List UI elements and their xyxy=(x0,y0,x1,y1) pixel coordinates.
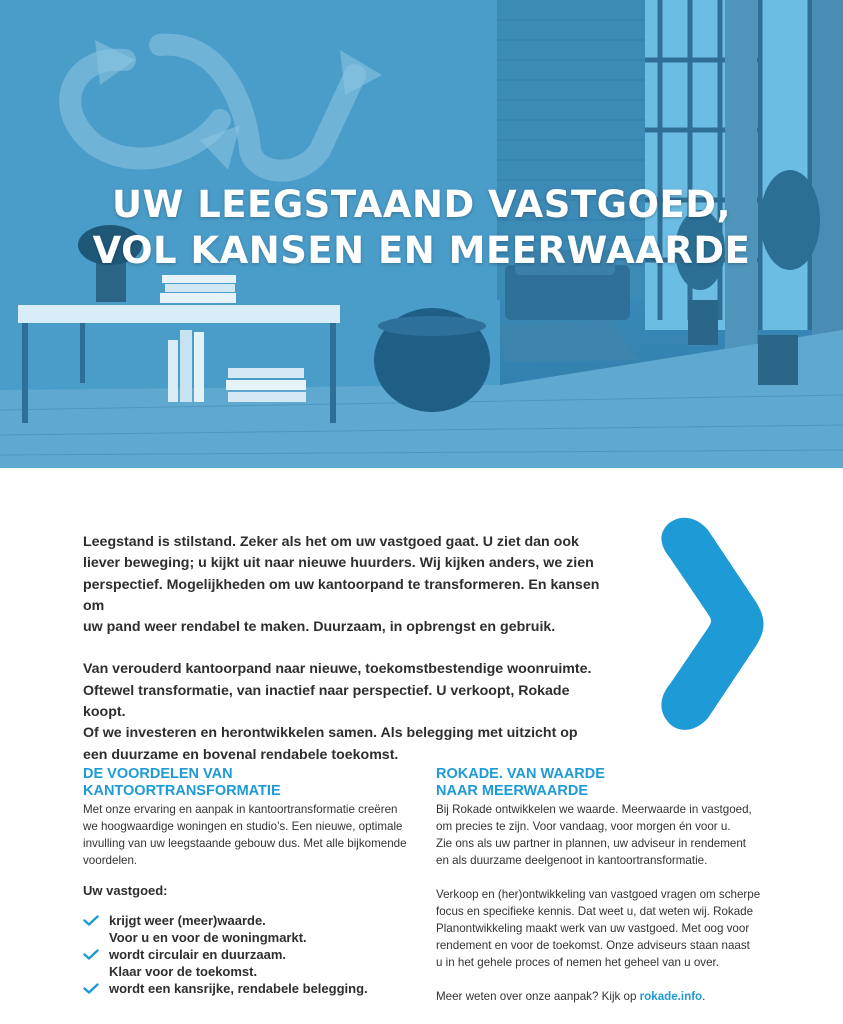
rokade-heading-line1: ROKADE. VAN WAARDE xyxy=(436,766,605,782)
intro-line: Van verouderd kantoorpand naar nieuwe, toekomstbestendige woonruimte. xyxy=(83,661,592,678)
body-line: focus en specifieke kennis. Dat weet u, dat weten wij. Rokade xyxy=(436,905,754,918)
rokade-body xyxy=(436,801,766,1005)
cta-text: Meer weten over onze aanpak? Kijk op xyxy=(436,990,640,1003)
list-item xyxy=(83,946,413,980)
intro-line: uw pand weer rendabel te maken. Duurzaam, in opbrengst en gebruik. xyxy=(83,619,556,636)
intro-line: een duurzame en bovenal rendabele toekomst. xyxy=(83,746,399,763)
benefits-column xyxy=(83,766,413,997)
rokade-heading xyxy=(436,766,766,800)
body-line: en als duurzame deelgenoot in kantoortransformatie. xyxy=(436,854,708,867)
hero-banner xyxy=(0,0,843,468)
check-line: krijgt weer (meer)waarde. xyxy=(109,913,266,928)
list-item xyxy=(83,912,413,946)
benefits-heading-line1: DE VOORDELEN VAN xyxy=(83,766,233,782)
check-line: Voor u en voor de woningmarkt. xyxy=(109,930,307,945)
hero-title-line2: VOL KANSEN EN MEERWAARDE xyxy=(92,229,751,272)
check-line: wordt circulair en duurzaam. xyxy=(109,947,286,962)
list-item xyxy=(83,980,413,997)
check-icon xyxy=(83,983,99,994)
intro-line: liever beweging; u kijkt uit naar nieuwe huurders. Wij kijken anders, we zien xyxy=(83,555,594,572)
check-icon xyxy=(83,915,99,926)
body-line: om precies te zijn. Voor vandaag, voor morgen én voor u. xyxy=(436,820,731,833)
hero-title-line1: UW LEEGSTAAND VASTGOED, xyxy=(111,183,732,226)
check-line: wordt een kansrijke, rendabele belegging. xyxy=(109,981,368,996)
benefits-paragraph xyxy=(83,801,413,869)
body-line: Met onze ervaring en aanpak in kantoortransformatie creëren xyxy=(83,803,398,816)
hero-title xyxy=(0,182,843,274)
intro-line: Leegstand is stilstand. Zeker als het om uw vastgoed gaat. U ziet dan ook xyxy=(83,534,579,550)
chevron-right-icon xyxy=(650,510,770,735)
body-line: invulling van uw leegstaande gebouw dus. Met alle bijkomende xyxy=(83,837,407,850)
check-icon xyxy=(83,949,99,960)
body-line: Bij Rokade ontwikkelen we waarde. Meerwaarde in vastgoed, xyxy=(436,803,752,816)
intro-paragraph-2 xyxy=(83,659,613,765)
benefits-body xyxy=(83,801,413,869)
body-line: rendement en voor de toekomst. Onze adviseurs staan naast xyxy=(436,939,750,952)
body-line: voordelen. xyxy=(83,854,138,867)
body-line: we hoogwaardige woningen en studio’s. Een nieuwe, optimale xyxy=(83,820,403,833)
rokade-heading-line2: NAAR MEERWAARDE xyxy=(436,783,588,799)
rokade-paragraph-2 xyxy=(436,886,766,971)
rokade-paragraph-1 xyxy=(436,801,766,869)
check-line: Klaar voor de toekomst. xyxy=(109,964,258,979)
rokade-cta xyxy=(436,988,766,1005)
benefits-heading xyxy=(83,766,413,800)
body-line: u in het gehele proces of nemen het geheel van u over. xyxy=(436,956,719,969)
intro-paragraph-1 xyxy=(83,532,613,638)
rokade-link[interactable]: rokade.info xyxy=(639,990,703,1003)
benefits-heading-line2: KANTOORTRANSFORMATIE xyxy=(83,783,281,799)
benefits-subheading: Uw vastgoed: xyxy=(83,883,168,898)
body-line: Verkoop en (her)ontwikkeling van vastgoed vragen om scherpe xyxy=(436,888,761,901)
rokade-column xyxy=(436,766,766,1005)
intro-line: Oftewel transformatie, van inactief naar perspectief. U verkoopt, Rokade koopt. xyxy=(83,682,570,721)
body-line: Planontwikkeling maakt werk van uw vastgoed. Met oog voor xyxy=(436,922,750,935)
intro-line: perspectief. Mogelijkheden om uw kantoorpand te transformeren. En kansen om xyxy=(83,576,600,614)
benefits-checklist xyxy=(83,912,413,997)
intro-text xyxy=(83,532,613,787)
body-line: Zie ons als uw partner in plannen, uw adviseur in rendement xyxy=(436,837,746,850)
intro-line: Of we investeren en herontwikkelen samen. Als belegging met uitzicht op xyxy=(83,725,578,742)
cta-end: . xyxy=(702,990,706,1003)
